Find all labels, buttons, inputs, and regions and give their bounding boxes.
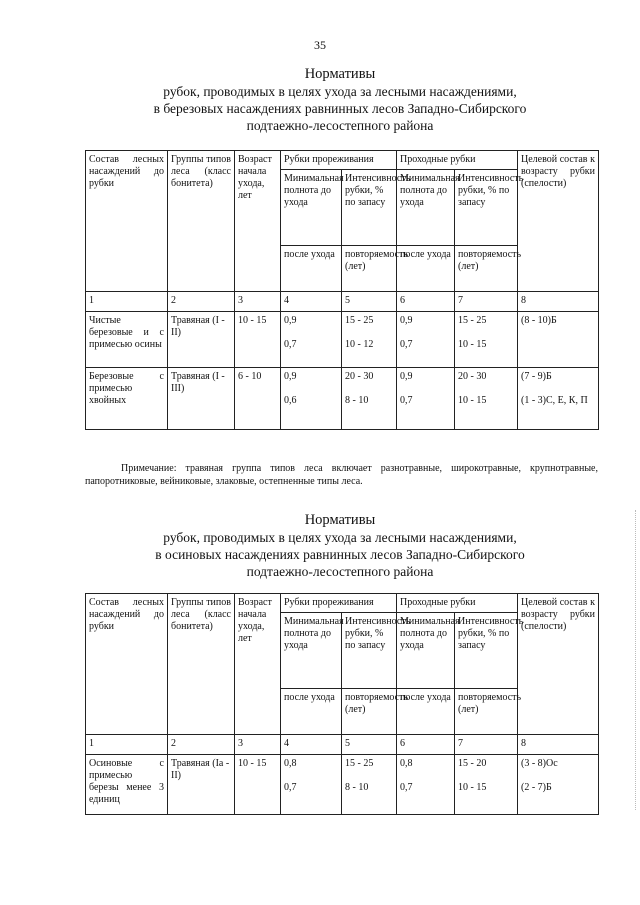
table1-title <box>70 66 610 134</box>
cell-pass-density <box>397 312 455 368</box>
cell-thin-intensity <box>342 368 397 430</box>
value: (1 - 3)С, Е, К, П <box>521 395 588 406</box>
value: 10 - 12 <box>345 339 374 350</box>
header-passage-cutting: Проходные рубки <box>397 594 518 613</box>
value: 10 - 15 <box>458 782 487 793</box>
column-number: 2 <box>168 735 235 755</box>
column-number: 1 <box>86 292 168 312</box>
value: 8 - 10 <box>345 395 369 406</box>
cell-target <box>518 368 599 430</box>
header-after-care: после ухода <box>397 689 455 735</box>
value: 0,7 <box>400 395 413 406</box>
column-number: 5 <box>342 735 397 755</box>
cell-pass-density <box>397 368 455 430</box>
value: 0,8 <box>400 758 413 769</box>
column-number: 4 <box>281 292 342 312</box>
column-number: 4 <box>281 735 342 755</box>
header-after-care: после ухода <box>281 689 342 735</box>
value: 0,7 <box>400 782 413 793</box>
column-number: 6 <box>397 735 455 755</box>
cell-pass-intensity <box>455 368 518 430</box>
cell-age: 6 - 10 <box>235 368 281 430</box>
cell-forest-type: Травяная (I - III) <box>168 368 235 430</box>
value: 0,9 <box>400 371 413 382</box>
cell-thin-density <box>281 312 342 368</box>
column-number: 7 <box>455 292 518 312</box>
header-thinning: Рубки прореживания <box>281 594 397 613</box>
table-row <box>86 312 599 368</box>
value: (3 - 8)Ос <box>521 758 558 769</box>
value: 0,7 <box>284 782 297 793</box>
value: 0,7 <box>284 339 297 350</box>
value: (8 - 10)Б <box>521 315 557 326</box>
cell-age: 10 - 15 <box>235 755 281 815</box>
header-composition: Состав лесных насаждений до рубки <box>86 151 168 292</box>
value: 15 - 25 <box>345 758 374 769</box>
header-target: Целевой состав к возрасту рубки (спелости) <box>518 594 599 735</box>
scan-edge-mark <box>635 510 638 810</box>
table-note: Примечание: травяная группа типов леса включает разнотравные, широкотравные, крупнотравные, папоротниковые, вейниковые, злаковые, остепненные типы леса. <box>85 463 598 487</box>
header-repeat: повторяемость (лет) <box>342 246 397 292</box>
header-min-density: Минимальная полнота до ухода <box>281 170 342 246</box>
header-age: Возраст начала ухода, лет <box>235 151 281 292</box>
header-repeat: повторяемость (лет) <box>342 689 397 735</box>
cell-thin-density <box>281 368 342 430</box>
cell-pass-intensity <box>455 755 518 815</box>
header-forest-type: Группы типов леса (класс бонитета) <box>168 151 235 292</box>
value: (7 - 9)Б <box>521 371 552 382</box>
header-intensity: Интенсивность рубки, % по запасу <box>455 613 518 689</box>
value: 20 - 30 <box>458 371 487 382</box>
cell-composition: Березовые с примесью хвойных <box>86 368 168 430</box>
table2-title <box>70 512 610 580</box>
column-number: 8 <box>518 735 599 755</box>
column-number: 1 <box>86 735 168 755</box>
header-intensity: Интенсивность рубки, % по запасу <box>455 170 518 246</box>
value: 8 - 10 <box>345 782 369 793</box>
column-number: 6 <box>397 292 455 312</box>
header-min-density: Минимальная полнота до ухода <box>281 613 342 689</box>
header-min-density: Минимальная полнота до ухода <box>397 613 455 689</box>
title-line: подтаежно-лесостепного района <box>246 564 434 579</box>
column-numbers-row <box>86 292 599 312</box>
title-line: рубок, проводимых в целях ухода за лесными насаждениями, <box>163 84 517 99</box>
value: 10 - 15 <box>458 339 487 350</box>
table-row <box>86 368 599 430</box>
title-line: Нормативы <box>304 66 376 82</box>
column-number: 2 <box>168 292 235 312</box>
value: (2 - 7)Б <box>521 782 552 793</box>
column-number: 3 <box>235 735 281 755</box>
cell-target <box>518 312 599 368</box>
value: 15 - 20 <box>458 758 487 769</box>
cell-pass-density <box>397 755 455 815</box>
value: 0,7 <box>400 339 413 350</box>
column-numbers-row <box>86 735 599 755</box>
header-age: Возраст начала ухода, лет <box>235 594 281 735</box>
header-target: Целевой состав к возрасту рубки (спелости) <box>518 151 599 292</box>
value: 0,9 <box>284 371 297 382</box>
value: 0,9 <box>400 315 413 326</box>
norms-table-birch <box>85 150 599 430</box>
column-number: 7 <box>455 735 518 755</box>
column-number: 8 <box>518 292 599 312</box>
table-row <box>86 755 599 815</box>
column-number: 3 <box>235 292 281 312</box>
title-line: в осиновых насаждениях равнинных лесов Западно-Сибирского <box>155 547 525 562</box>
header-min-density: Минимальная полнота до ухода <box>397 170 455 246</box>
page-number: 35 <box>314 38 326 52</box>
header-composition: Состав лесных насаждений до рубки <box>86 594 168 735</box>
cell-pass-intensity <box>455 312 518 368</box>
header-after-care: после ухода <box>397 246 455 292</box>
cell-forest-type: Травяная (Iа - II) <box>168 755 235 815</box>
value: 0,8 <box>284 758 297 769</box>
cell-thin-intensity <box>342 312 397 368</box>
header-intensity: Интенсивность рубки, % по запасу <box>342 613 397 689</box>
header-after-care: после ухода <box>281 246 342 292</box>
value: 15 - 25 <box>458 315 487 326</box>
value: 10 - 15 <box>458 395 487 406</box>
cell-composition: Осиновые с примесью березы менее 3 единиц <box>86 755 168 815</box>
title-line: Нормативы <box>304 512 376 528</box>
value: 20 - 30 <box>345 371 374 382</box>
value: 15 - 25 <box>345 315 374 326</box>
column-number: 5 <box>342 292 397 312</box>
value: 0,6 <box>284 395 297 406</box>
header-repeat: повторяемость (лет) <box>455 246 518 292</box>
header-intensity: Интенсивность рубки, % по запасу <box>342 170 397 246</box>
cell-target <box>518 755 599 815</box>
cell-age: 10 - 15 <box>235 312 281 368</box>
value: 0,9 <box>284 315 297 326</box>
title-line: в березовых насаждениях равнинных лесов Западно-Сибирского <box>153 101 527 116</box>
cell-thin-density <box>281 755 342 815</box>
header-repeat: повторяемость (лет) <box>455 689 518 735</box>
cell-thin-intensity <box>342 755 397 815</box>
title-line: подтаежно-лесостепного района <box>246 118 434 133</box>
header-thinning: Рубки прореживания <box>281 151 397 170</box>
header-forest-type: Группы типов леса (класс бонитета) <box>168 594 235 735</box>
title-line: рубок, проводимых в целях ухода за лесными насаждениями, <box>163 530 517 545</box>
norms-table-aspen <box>85 593 599 815</box>
header-passage-cutting: Проходные рубки <box>397 151 518 170</box>
cell-forest-type: Травяная (I - II) <box>168 312 235 368</box>
cell-composition: Чистые березовые и с примесью осины <box>86 312 168 368</box>
